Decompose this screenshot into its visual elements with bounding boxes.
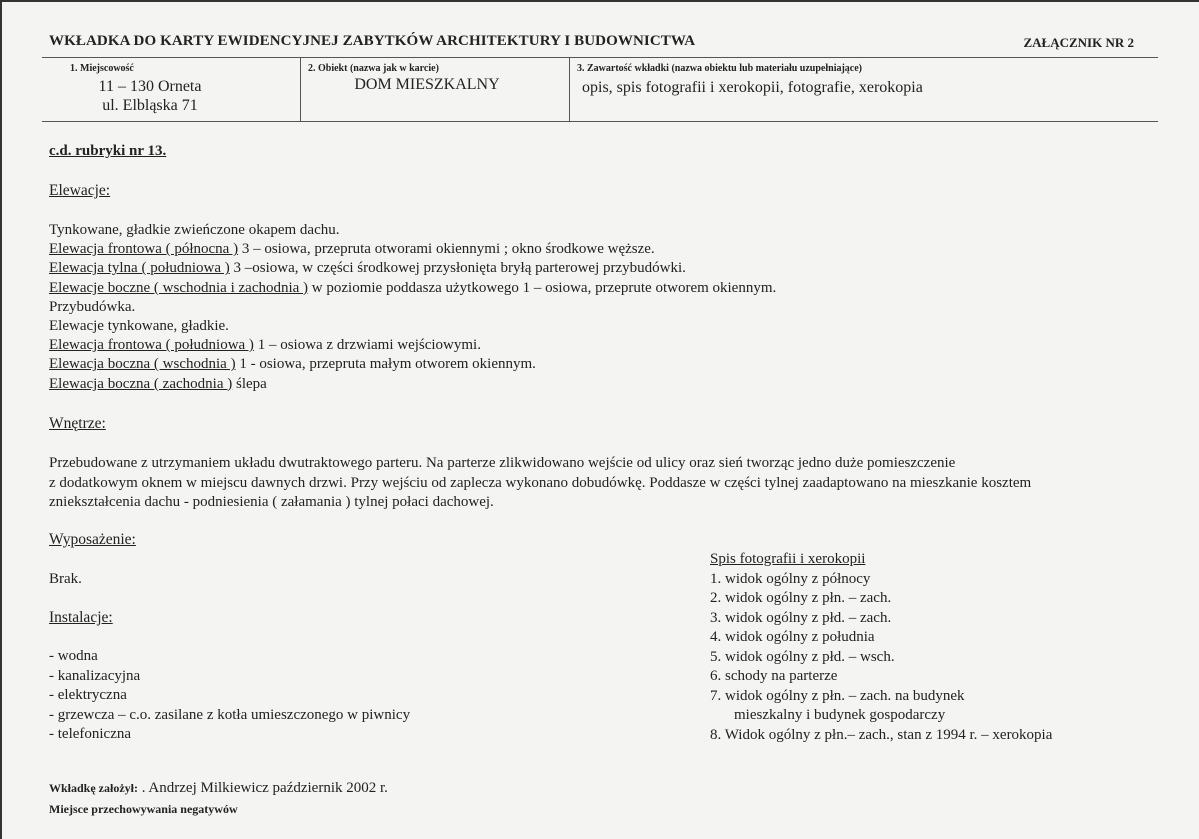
spis-list: [710, 550, 1052, 745]
spis-item: 6. schody na parterze: [710, 668, 838, 684]
przybudowka-label: Przybudówka.: [49, 298, 136, 315]
elewacje-intro: Tynkowane, gładkie zwieńczone okapem dachu.: [49, 222, 340, 238]
przyb-line-2-text: 1 - osiowa, przepruta małym otworem okiennym.: [235, 356, 536, 373]
elewacja-line-2-text: 3 –osiowa, w części środkowej przysłonięta bryłą parterowej przybudówki.: [229, 260, 686, 277]
spis-item: 3. widok ogólny z płd. – zach.: [710, 609, 892, 626]
spis-item: 1. widok ogólny z północy: [710, 570, 871, 587]
continuation-heading: c.d. rubryki nr 13.: [49, 143, 167, 159]
przyb-line-3-text: ślepa: [232, 375, 267, 392]
spis-item: 2. widok ogólny z płn. – zach.: [710, 590, 892, 606]
spis-item: 8. Widok ogólny z płn.– zach., stan z 1994 r. – xerokopia: [710, 726, 1053, 743]
author-label: Wkładkę założył:: [49, 781, 138, 795]
przyb-line-3: [49, 375, 776, 394]
spis-item: 4. widok ogólny z południa: [710, 629, 875, 645]
annex-number: ZAŁĄCZNIK NR 2: [1023, 35, 1134, 50]
instalacje-list: [49, 647, 410, 745]
elewacja-line-3-label: Elewacje boczne ( wschodnia i zachodnia ): [49, 279, 309, 296]
wnetrze-line-1: Przebudowane z utrzymaniem układu dwutraktowego parteru. Na parterze zlikwidowano wejście od ulicy oraz sień tworząc jedno duże pomieszczenie: [49, 455, 956, 471]
field-1-line2: ul. Elbląska 71: [102, 97, 198, 114]
spis-item: 5. widok ogólny z płd. – wsch.: [710, 648, 895, 665]
author-line: [49, 780, 388, 797]
wnetrze-heading: Wnętrze:: [49, 415, 106, 432]
elewacja-line-1: [49, 240, 776, 259]
elewacje-block: [49, 221, 776, 394]
header-top-rule: [42, 57, 1158, 58]
wnetrze-text: [49, 454, 1159, 513]
przyb-line-1-text: 1 – osiowa z drzwiami wejściowymi.: [253, 337, 481, 354]
negatives-label: Miejsce przechowywania negatywów: [49, 802, 238, 816]
field-divider-2: [569, 58, 570, 122]
instalacja-item: - elektryczna: [49, 687, 127, 703]
document-title: WKŁADKA DO KARTY EWIDENCYJNEJ ZABYTKÓW ARCHITEKTURY I BUDOWNICTWA: [49, 33, 696, 49]
field-3-value: opis, spis fotografii i xerokopii, fotografie, xerokopia: [582, 79, 923, 96]
field-1-value: [50, 77, 250, 115]
elewacja-line-3-text: w poziomie poddasza użytkowego 1 – osiowa, przeprute otworem okiennym.: [308, 279, 777, 296]
elewacja-line-1-text: 3 – osiowa, przepruta otworami okiennymi ; okno środkowe węższe.: [238, 241, 655, 258]
author-value: . Andrzej Milkiewicz październik 2002 r.: [138, 780, 388, 796]
instalacja-item: - grzewcza – c.o. zasilane z kotła umieszczonego w piwnicy: [49, 706, 411, 723]
instalacje-heading: Instalacje:: [49, 609, 113, 626]
field-3-label: 3. Zawartość wkładki (nazwa obiektu lub materiału uzupełniające): [577, 63, 863, 74]
spis-heading: Spis fotografii i xerokopii: [710, 551, 866, 567]
spis-item: 7. widok ogólny z płn. – zach. na budynek: [710, 687, 965, 704]
przyb-line-3-label: Elewacja boczna ( zachodnia ): [49, 375, 233, 392]
header-bottom-rule: [42, 121, 1158, 122]
wyposazenie-value: Brak.: [49, 571, 82, 587]
przybudowka-intro: Elewacje tynkowane, gładkie.: [49, 318, 229, 335]
instalacja-item: - telefoniczna: [49, 726, 132, 742]
field-1-line1: 11 – 130 Orneta: [98, 78, 202, 95]
przyb-line-1: [49, 336, 776, 355]
instalacja-item: - kanalizacyjna: [49, 667, 141, 684]
elewacje-heading: Elewacje:: [49, 182, 111, 199]
elewacja-line-2-label: Elewacja tylna ( południowa ): [49, 260, 230, 277]
elewacja-line-2: [49, 259, 776, 278]
wnetrze-line-2: z dodatkowym oknem w miejscu dawnych drzwi. Przy wejściu od zaplecza wykonano dobudówkę. Poddasze w części tylnej zaadaptowano na mieszkanie kosztem: [49, 474, 1032, 491]
elewacja-line-1-label: Elewacja frontowa ( północna ): [49, 241, 239, 258]
field-divider-1: [300, 58, 301, 122]
field-1-label: 1. Miejscowość: [70, 63, 134, 74]
instalacja-item: - wodna: [49, 648, 98, 664]
przyb-line-2-label: Elewacja boczna ( wschodnia ): [49, 356, 236, 373]
wnetrze-line-3: zniekształcenia dachu - podniesienia ( załamania ) tylnej połaci dachowej.: [49, 494, 494, 510]
przyb-line-2: [49, 355, 776, 374]
wyposazenie-heading: Wyposażenie:: [49, 531, 136, 548]
przyb-line-1-label: Elewacja frontowa ( południowa ): [49, 337, 254, 354]
spis-item-continuation: mieszkalny i budynek gospodarczy: [734, 707, 946, 723]
field-2-label: 2. Obiekt (nazwa jak w karcie): [308, 63, 439, 74]
field-2-value: DOM MIESZKALNY: [354, 76, 500, 93]
elewacja-line-3: [49, 279, 776, 298]
